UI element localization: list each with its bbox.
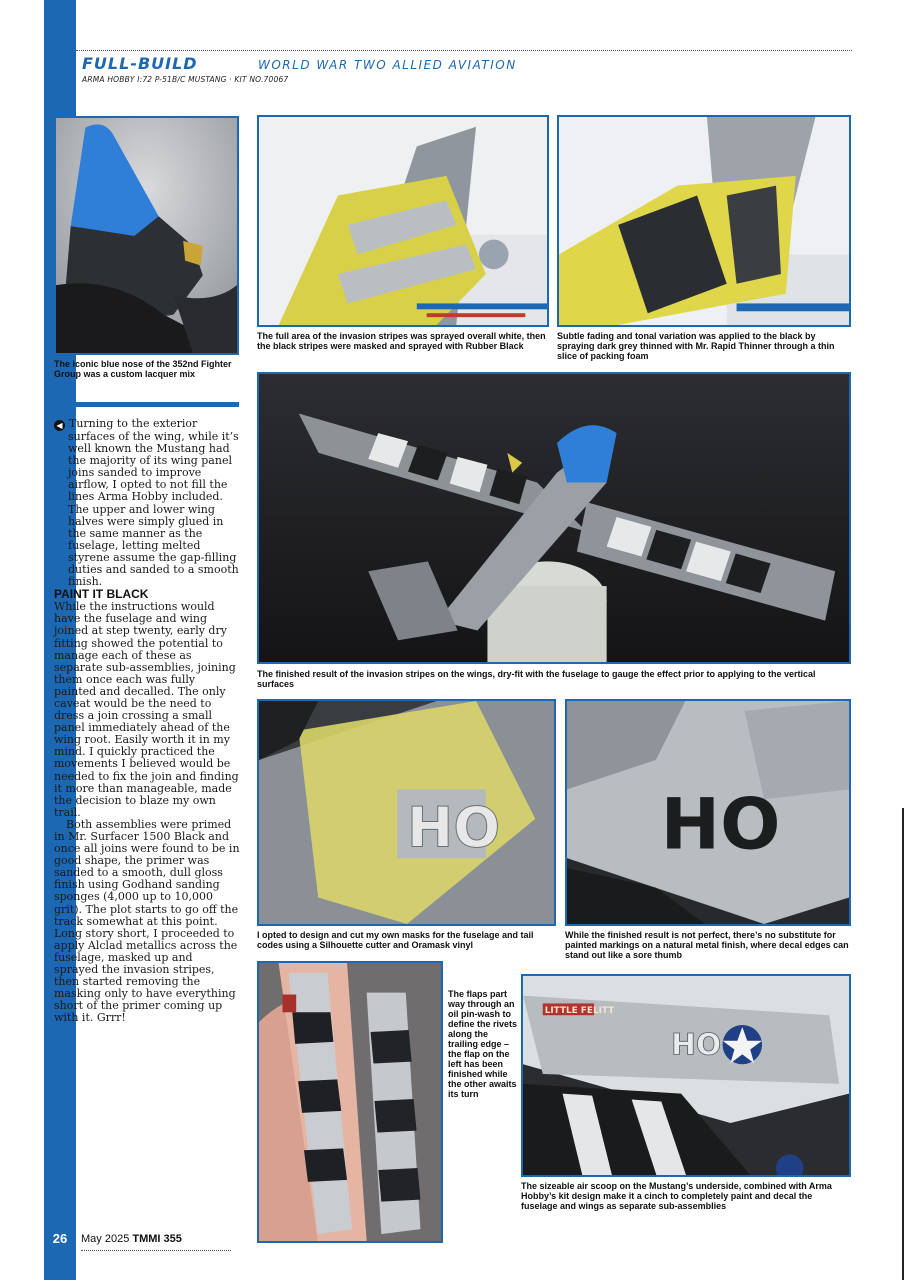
page-number: 26 [44, 1228, 76, 1250]
caption-painted-markings: While the finished result is not perfect, there’s no substitute for painted markings on a natural metal finish, where decal edges can stand out like a sore thumb [565, 930, 849, 960]
article-subhead: PAINT IT BLACK [54, 587, 149, 602]
caption-wings-result: The finished result of the invasion stripes on the wings, dry-fit with the fuselage to gauge the effect prior to applying to the vertical surfaces [257, 669, 816, 689]
footer-rule [81, 1250, 231, 1251]
caption-divider-bar [54, 402, 239, 407]
section-title: FULL-BUILD [82, 54, 198, 73]
nose-art-text: LITTLE FELITT [544, 1006, 615, 1017]
photo-wings-result [257, 372, 851, 664]
photo-blue-nose [54, 116, 239, 355]
article-para-2: While the instructions would have the fuselage and wing joined at step twenty, early dry fitting showed the potential to manage each of these as separate sub-assemblies, joining them once each was fully painted and decalled. The only caveat would be the need to dress a join crossing a small panel immediately ahead of the wing root. Easily worth it in my mind. I quickly practiced the movements I believed would be needed to fix the join and finding it more than manageable, made the decision to blaze my own trail. [54, 600, 239, 819]
article-para-3: Both assemblies were primed in Mr. Surfacer 1500 Black and once all joins were found to be in good shape, the primer was sanded to a smooth, dull gloss finish using Godhand sanding sponges (4,000 up to 10,000 grit). The plot starts to go off the track somewhat at this point. Long story short, I proceeded to apply Alclad metallics across the fuselage, masked up and sprayed the invasion stripes, then started removing the masking only to have everything short of the primer coming up with it. Grrr! [54, 817, 240, 1025]
caption-blue-nose: The iconic blue nose of the 352nd Fighter Group was a custom lacquer mix [54, 359, 232, 379]
article-para-1: ◀ Turning to the exterior surfaces of the wing, while it’s well known the Mustang had the majority of its wing panel joins sanded to improve airflow, I opted to not fill the lines Arma Hobby included. The upper and lower wing halves were simply glued in the same manner as the fuselage, letting melted styrene assume the gap-filling duties and sanded to a smooth finish. [54, 418, 240, 588]
article-start-bullet-icon: ◀ [54, 420, 65, 431]
caption-masks: I opted to design and cut my own masks for the fuselage and tail codes using a Silhouette cutter and Oramask vinyl [257, 930, 534, 950]
header-rule [76, 50, 852, 51]
painted-code-text: HO [660, 782, 781, 866]
masked-code-text: HO [406, 796, 501, 861]
photo-painted-markings [565, 699, 851, 926]
footer-date: May 2025 [81, 1233, 130, 1245]
page-edge-rule [902, 808, 904, 1280]
photo-masks [257, 699, 556, 926]
caption-fading: Subtle fading and tonal variation was applied to the black by spraying dark grey thinned with Mr. Rapid Thinner through a thin slice of packing foam [557, 331, 835, 361]
photo-fading [557, 115, 851, 327]
photo-stripes-masked [257, 115, 549, 327]
footer-issue [81, 1233, 182, 1245]
series-title: WORLD WAR TWO ALLIED AVIATION [258, 58, 517, 72]
caption-air-scoop: The sizeable air scoop on the Mustang’s underside, combined with Arma Hobby’s kit design make it a cinch to completely paint and decal the fuselage and wings as separate sub-assemblies [521, 1181, 832, 1211]
caption-stripes-masked: The full area of the invasion stripes was sprayed overall white, then the black stripes were masked and sprayed with Rubber Black [257, 331, 546, 351]
caption-flaps: The flaps part way through an oil pin-wash to define the rivets along the trailing edge – the flap on the left has been finished while the other awaits its turn [448, 989, 518, 1099]
kit-subtitle: ARMA HOBBY I:72 P-51B/C MUSTANG · KIT NO.70067 [82, 75, 289, 84]
scoop-code-text: HO [671, 1027, 722, 1062]
footer-magazine: TMMI 355 [132, 1233, 182, 1245]
photo-flaps [257, 961, 443, 1243]
photo-air-scoop [521, 974, 851, 1177]
article-body [54, 418, 240, 1025]
